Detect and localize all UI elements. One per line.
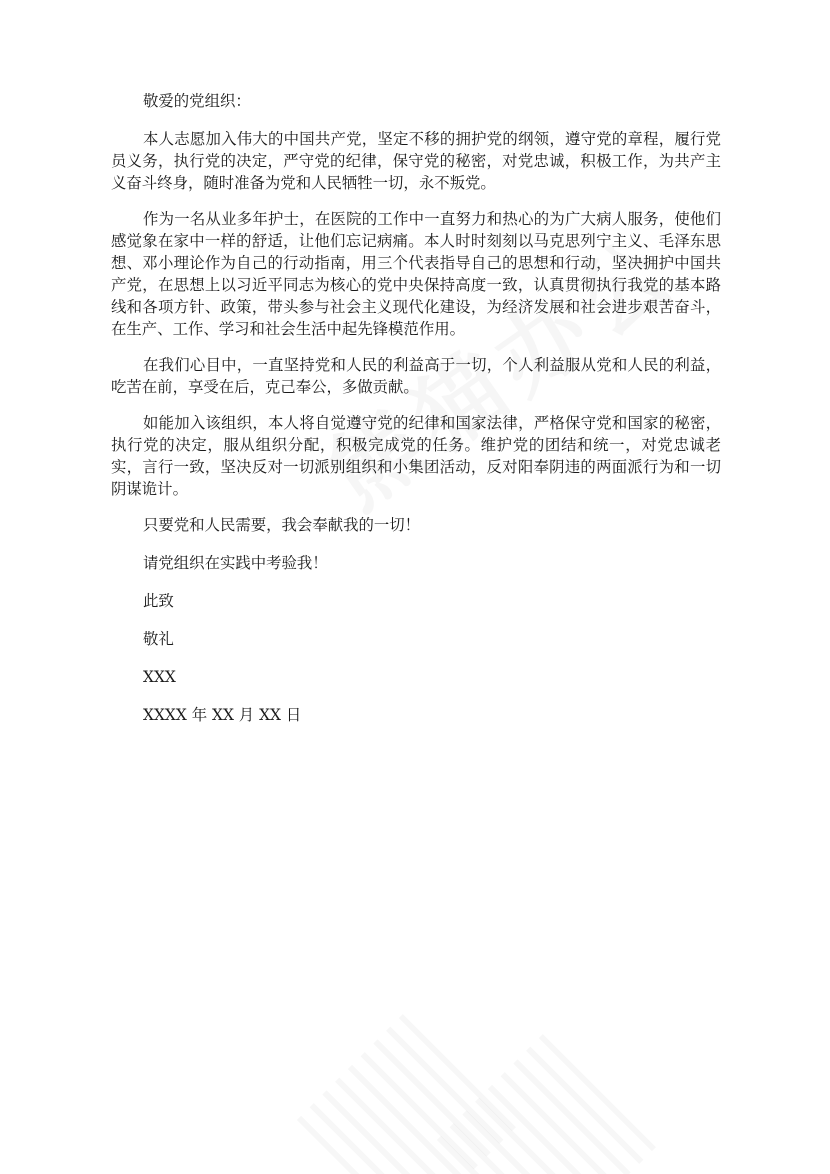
- watermark-stripes: [437, 1027, 663, 1174]
- letter-closing-2: 请党组织在实践中考验我！: [143, 554, 328, 572]
- letter-date: XXXX 年 XX 月 XX 日: [143, 706, 302, 724]
- letter-closing-1: 只要党和人民需要，我会奉献我的一切！: [143, 516, 421, 534]
- watermark-stripes: [297, 1007, 523, 1174]
- letter-body: [111, 90, 721, 742]
- letter-signature: XXX: [143, 668, 176, 686]
- letter-salutation: 敬爱的党组织：: [143, 92, 251, 110]
- letter-paragraph-1: 本人志愿加入伟大的中国共产党，坚定不移的拥护党的纲领，遵守党的章程，履行党员义务，执行党的决定，严守党的纪律，保守党的秘密，对党忠诚，积极工作，为共产主义奋斗终身，随时准备为党和人民牺牲一切，永不叛党。: [111, 130, 721, 192]
- letter-paragraph-4: 如能加入该组织，本人将自觉遵守党的纪律和国家法律，严格保守党和国家的秘密，执行党的决定，服从组织分配，积极完成党的任务。维护党的团结和统一，对党忠诚老实，言行一致，坚决反对一切派别组织和小集团活动，反对阳奉阴违的两面派行为和一切阴谋诡计。: [111, 414, 721, 498]
- letter-closing-cizhi: 此致: [143, 592, 174, 610]
- letter-closing-jingli: 敬礼: [143, 630, 174, 648]
- letter-paragraph-2: 作为一名从业多年护士，在医院的工作中一直努力和热心的为广大病人服务，使他们感觉象在家中一样的舒适，让他们忘记病痛。本人时时刻刻以马克思列宁主义、毛泽东思想、邓小理论作为自己的行动指南，用三个代表指导自己的思想和行动，坚决拥护中国共产党，在思想上以习近平同志为核心的党中央保持高度一致，认真贯彻执行我党的基本路线和各项方针、政策，带头参与社会主义现代化建设，为经济发展和社会进步艰苦奋斗，在生产、工作、学习和社会生活中起先锋模范作用。: [111, 210, 721, 338]
- letter-paragraph-3: 在我们心目中，一直坚持党和人民的利益高于一切，个人利益服从党和人民的利益，吃苦在前，享受在后，克己奉公，多做贡献。: [111, 356, 721, 396]
